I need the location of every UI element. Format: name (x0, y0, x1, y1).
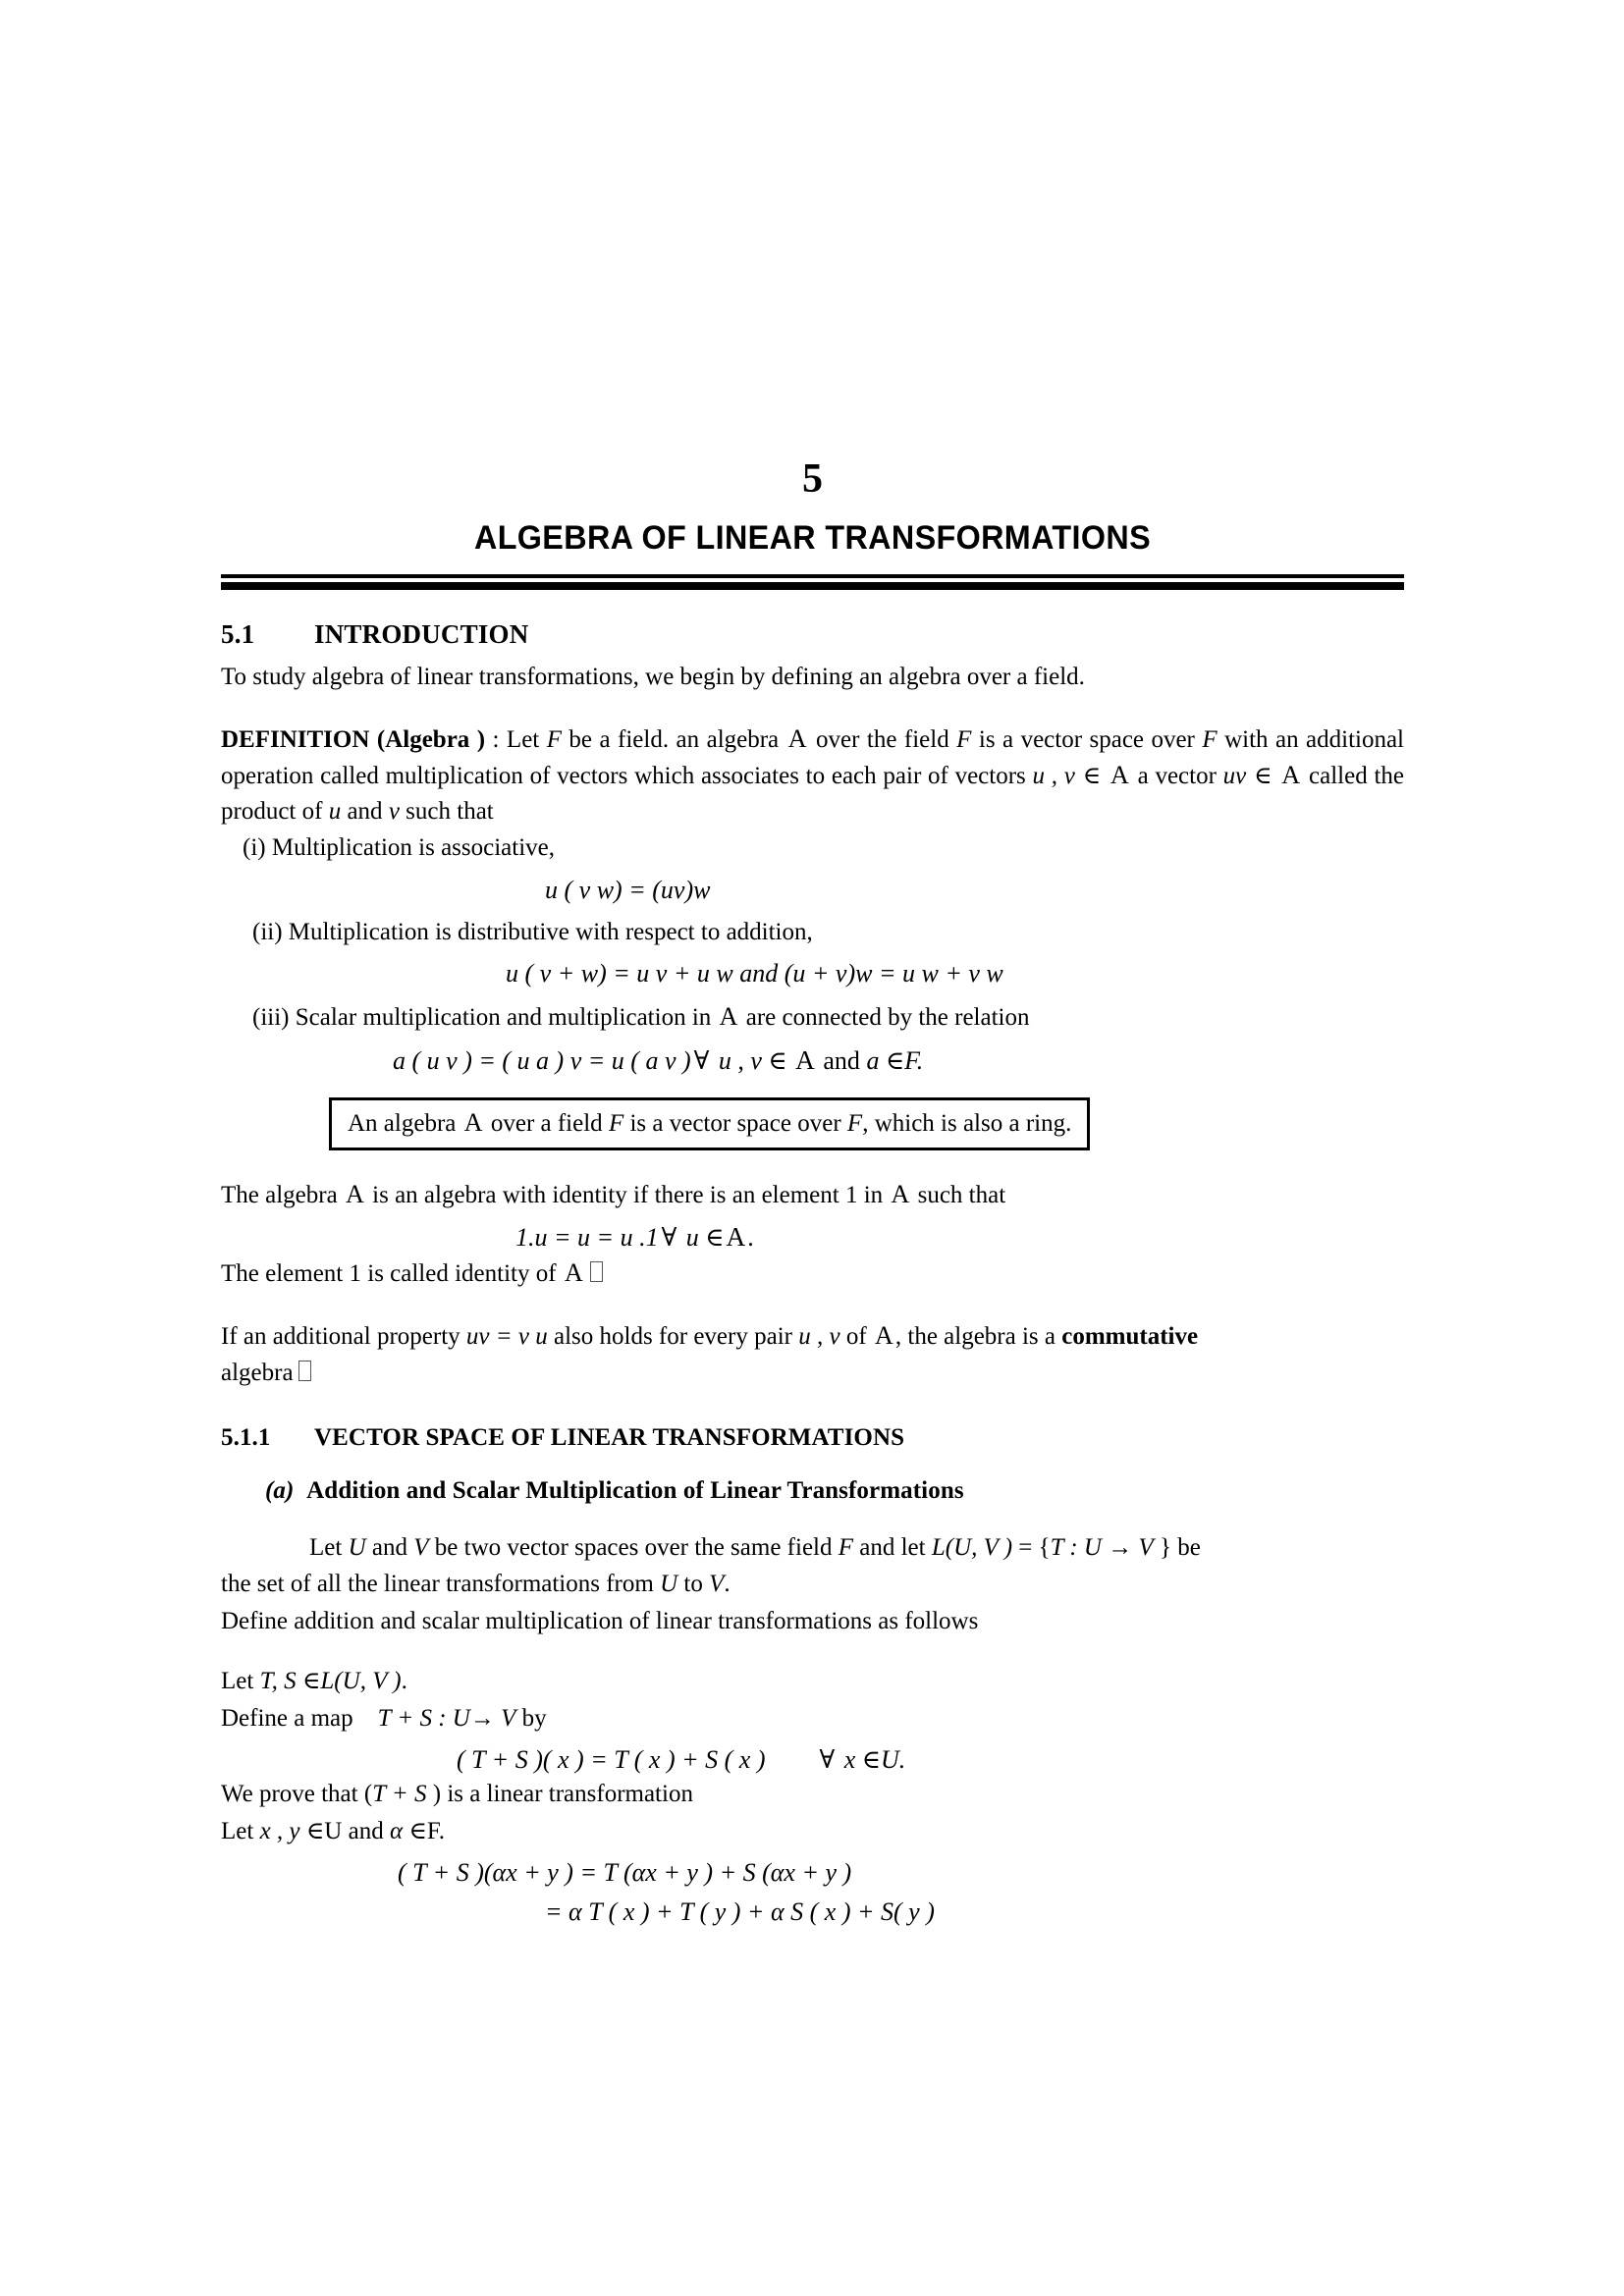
lt-p7-pre: Let (221, 1817, 260, 1844)
lt-define-map (221, 1701, 1404, 1736)
identity-eq-end: . (747, 1223, 754, 1252)
lt-p1-close: } be (1153, 1533, 1201, 1561)
product-uv: uv (1222, 763, 1247, 789)
field-symbol-F3: F (1202, 725, 1218, 753)
definition-text-c: over the field (808, 725, 957, 753)
scalar-alpha: α (389, 1817, 404, 1844)
algebra-symbol-4: A (719, 1002, 738, 1031)
transformations-TS: T, S (259, 1668, 297, 1694)
eq1-main: ( T + S )( x ) = T ( x ) + S ( x ) (457, 1745, 766, 1774)
sum-TS: T + S (372, 1781, 427, 1807)
lt-p4-pre: Let (221, 1668, 260, 1694)
callout-field-F2: F (846, 1109, 863, 1137)
vectors-xy: x , y (259, 1817, 300, 1844)
identity-eq-u: u (679, 1223, 706, 1252)
axiom-i-label: (i) Multiplication is associative, (243, 834, 555, 861)
lt-p5-pre: Define a map (221, 1704, 353, 1732)
algebra-symbol: A (787, 723, 807, 753)
chapter-title: ALGEBRA OF LINEAR TRANSFORMATIONS (473, 519, 1152, 557)
eq1-tail: x ∈U. (838, 1745, 906, 1774)
page-content (221, 0, 1404, 1927)
vector-u: u (328, 797, 342, 825)
axiom-i-equation: u ( v w) = (uv)w (545, 875, 711, 904)
space-V2: V (1138, 1533, 1154, 1561)
intro-lead-paragraph: To study algebra of linear transformations, we begin by defining an algebra over a field. (221, 664, 1085, 690)
lt-p4-end: . (401, 1668, 407, 1694)
field-symbol-F2: F (956, 725, 972, 753)
lt-p1-and: and (365, 1533, 414, 1561)
item-a-label: (a) (265, 1476, 295, 1504)
definition-text-tail: called the product of (221, 763, 1404, 825)
lt-p4-in: ∈ (296, 1668, 321, 1694)
lt-p5-by: by (515, 1704, 547, 1732)
arrow-icon: → (1102, 1533, 1139, 1561)
commutative-tail-word: algebra (221, 1360, 294, 1386)
lt-let-xy (221, 1814, 1404, 1849)
algebra-symbol-5: A (795, 1044, 815, 1075)
lt-define-operations: Define addition and scalar multiplication of linear transformations as follows (221, 1607, 979, 1634)
commutative-uv: u , v (798, 1322, 840, 1350)
commutative-paragraph (221, 1317, 1404, 1355)
map-T: T : U (1050, 1533, 1102, 1561)
space-V3: V (709, 1571, 725, 1597)
identity-equation (221, 1222, 1404, 1253)
commutative-tail (221, 1356, 1404, 1391)
lt-p1-eq: = { (1012, 1533, 1051, 1561)
subsection-heading-vector-space (221, 1424, 1404, 1452)
linearity-equation-2: = α T ( x ) + T ( y ) + α S ( x ) + S( y ) (545, 1897, 935, 1926)
lt-p2-end: . (724, 1571, 731, 1597)
axiom-ii-equation: u ( v + w) = u v + u w and (u + v)w = u w + v w (506, 959, 1003, 988)
lt-p2-to: to (677, 1571, 710, 1597)
definition-text-mid: a vector (1130, 763, 1223, 789)
set-L-UV: L(U, V ) (931, 1533, 1013, 1561)
identity-post: such that (911, 1181, 1006, 1208)
lt-definition-paragraph-line2 (221, 1567, 1404, 1602)
commutative-mid2: of (839, 1322, 873, 1350)
identity-pre: The algebra (221, 1181, 344, 1208)
vectors-uv: u , v (1032, 763, 1075, 789)
header-rule-thick (221, 582, 1404, 590)
identity-element-pre: The element 1 is called identity of (221, 1260, 563, 1287)
section-number: 5.1 (221, 619, 255, 649)
algebra-symbol-8: A (891, 1179, 910, 1208)
axiom-iii-eq-pre: a ( u v ) = ( u a ) v = u ( a v ) (393, 1045, 691, 1075)
arrow-icon-2: → (469, 1704, 495, 1732)
space-V: V (413, 1533, 429, 1561)
section-title: INTRODUCTION (314, 619, 529, 649)
axiom-iii-eq-end: ∈F. (879, 1045, 924, 1075)
space-U: U (348, 1533, 366, 1561)
field-F: F (838, 1533, 854, 1561)
callout-post: , which is also a ring. (862, 1109, 1072, 1137)
commutative-pre: If an additional property (221, 1322, 466, 1350)
lt-p7-in: ∈U (299, 1817, 343, 1844)
subsection-number: 5.1.1 (221, 1423, 271, 1451)
subsection-title: VECTOR SPACE OF LINEAR TRANSFORMATIONS (314, 1423, 905, 1451)
space-V4: V (494, 1704, 516, 1732)
item-a-heading (221, 1477, 1404, 1505)
lt-definition-paragraph (221, 1530, 1404, 1566)
lt-p1-pre: Let (309, 1533, 349, 1561)
lt-p2-pre: the set of all the linear transformations from (221, 1571, 661, 1597)
missing-glyph-icon-2 (298, 1361, 311, 1381)
sum-definition-equation (221, 1745, 1404, 1775)
identity-paragraph (221, 1176, 1404, 1213)
axiom-iii-eq-post: and (816, 1045, 867, 1075)
definition-label: DEFINITION (Algebra ) (221, 725, 486, 753)
callout-pre: An algebra (348, 1109, 462, 1137)
callout-field-F1: F (608, 1109, 624, 1137)
algebra-symbol-3: A (1281, 761, 1301, 789)
chapter-number: 5 (802, 456, 823, 502)
member-operator-2: ∈ (1247, 763, 1279, 789)
algebra-symbol-6: A (463, 1107, 483, 1137)
definition-and: and (341, 797, 389, 825)
lt-p1-mid: be two vector spaces over the same field (428, 1533, 839, 1561)
definition-text-line2: with an additional operation called multiplication of vectors which associates to each pair of vectors (221, 725, 1404, 789)
lt-let-TS (221, 1664, 1404, 1699)
lt-p1-mid2: and let (853, 1533, 932, 1561)
identity-mid: is an algebra with identity if there is an element 1 in (365, 1181, 890, 1208)
axiom-iii-equation (221, 1045, 1404, 1076)
algebra-symbol-2: A (1110, 761, 1129, 789)
definition-text-end: such that (399, 797, 494, 825)
identity-eq-pre: 1.u = u = u .1 (515, 1223, 659, 1252)
lt-p6-post: ) is a linear transformation (426, 1781, 693, 1807)
definition-text-a: : Let (485, 725, 547, 753)
lt-p7-and: and (342, 1817, 390, 1844)
identity-eq-in: ∈ (705, 1223, 725, 1252)
lt-p6-pre: We prove that ( (221, 1781, 373, 1807)
algebra-callout-box (329, 1097, 1090, 1150)
algebra-symbol-7: A (345, 1179, 364, 1208)
member-operator: ∈ (1075, 763, 1108, 789)
scalar-a: a (866, 1045, 880, 1075)
axiom-iii-eq-mid: u , v ∈ (712, 1045, 794, 1075)
callout-mid2: is a vector space over (623, 1109, 847, 1137)
forall-symbol-3: ∀ (819, 1745, 836, 1774)
definition-paragraph (221, 721, 1404, 829)
lt-p7-inF: ∈F. (403, 1817, 445, 1844)
commutative-mid: also holds for every pair (547, 1322, 799, 1350)
vector-v: v (388, 797, 400, 825)
axiom-iii-label (221, 998, 1404, 1036)
algebra-symbol-10: A (564, 1258, 583, 1287)
linearity-equation-1: ( T + S )(αx + y ) = T (αx + y ) + S (αx + y ) (398, 1858, 852, 1887)
algebra-symbol-11: A (874, 1320, 893, 1350)
identity-element-paragraph (221, 1255, 1404, 1292)
axiom-ii-label: (ii) Multiplication is distributive with respect to addition, (252, 918, 813, 945)
space-U2: U (660, 1571, 678, 1597)
commutative-expression: uv = v u (465, 1322, 548, 1350)
section-heading-introduction (221, 619, 1404, 650)
algebra-symbol-9: A (726, 1222, 746, 1252)
commutative-mid3: , the algebra is a (894, 1322, 1062, 1350)
forall-symbol-2: ∀ (661, 1223, 677, 1252)
lt-proof-statement (221, 1777, 1404, 1812)
callout-wrapper (221, 1097, 1404, 1150)
header-rule (221, 574, 1404, 590)
missing-glyph-icon (590, 1261, 603, 1282)
map-T-plus-S: T + S : U (377, 1704, 470, 1732)
definition-text-b: be a field. an algebra (561, 725, 786, 753)
field-symbol-F: F (546, 725, 562, 753)
axiom-iii-label-pre: (iii) Scalar multiplication and multiplication in (252, 1004, 718, 1031)
forall-symbol: ∀ (693, 1045, 710, 1075)
set-L-UV2: L(U, V ) (320, 1668, 402, 1694)
axiom-iii-label-post: are connected by the relation (739, 1004, 1030, 1031)
callout-mid: over a field (484, 1109, 609, 1137)
definition-text-d: is a vector space over (971, 725, 1203, 753)
commutative-bold-word: commutative (1061, 1322, 1199, 1350)
item-a-title: Addition and Scalar Multiplication of Linear Transformations (306, 1476, 964, 1504)
